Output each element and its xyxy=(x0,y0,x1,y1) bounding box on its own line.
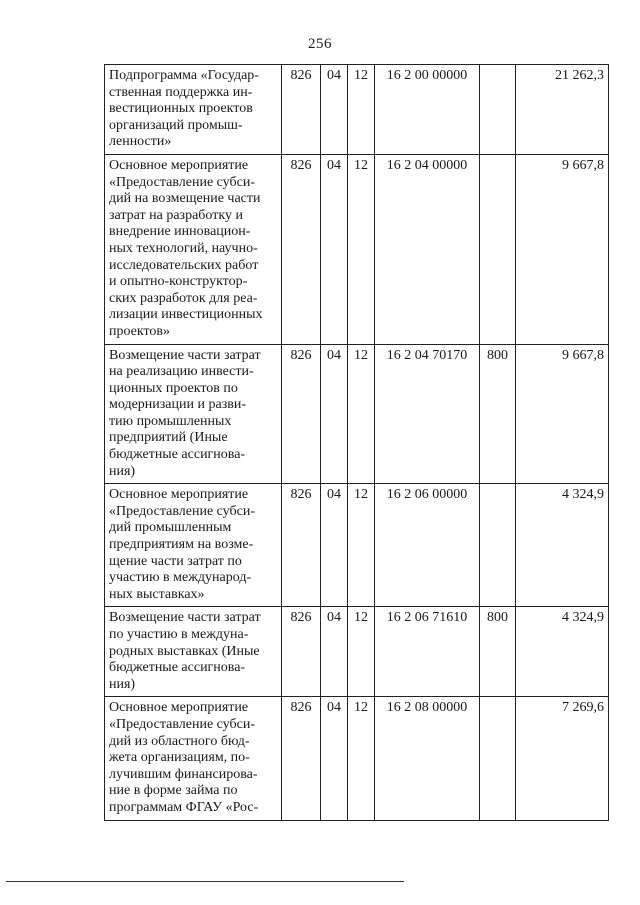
row-name-line: участию в международ- xyxy=(109,570,252,586)
row-name-line: дий из областного бюд- xyxy=(109,733,250,749)
table-row xyxy=(105,344,609,484)
amount-cell: 9 667,8 xyxy=(516,154,609,344)
row-name-cell xyxy=(105,65,282,155)
row-name-line: Основное мероприятие xyxy=(109,157,249,173)
row-name-line: «Предоставление субси- xyxy=(109,716,255,732)
amount-cell: 9 667,8 xyxy=(516,344,609,484)
row-name-line: ние в форме займа по xyxy=(109,783,238,799)
grbs-cell: 826 xyxy=(282,484,321,607)
podrazdel-cell: 12 xyxy=(348,154,375,344)
table-row xyxy=(105,484,609,607)
row-name-line: по участию в междуна- xyxy=(109,627,249,642)
podrazdel-cell: 12 xyxy=(348,484,375,607)
row-name-line: Возмещение части затрат xyxy=(109,610,261,626)
row-name-line: программам ФГАУ «Рос- xyxy=(109,799,259,815)
row-name-line: Основное мероприятие xyxy=(109,700,249,716)
row-name-line: Основное мероприятие xyxy=(109,487,249,503)
row-name-line: вестиционных проектов xyxy=(109,101,253,117)
razdel-cell: 04 xyxy=(321,607,348,697)
row-name-line: предприятиям на возме- xyxy=(109,537,254,553)
target-article-cell: 16 2 04 70170 xyxy=(375,344,480,484)
grbs-cell: 826 xyxy=(282,65,321,155)
expense-type-cell xyxy=(480,65,516,155)
row-name-line: «Предоставление субси- xyxy=(109,503,255,519)
row-name-line: родных выставках (Иные xyxy=(109,643,260,659)
page-number: 256 xyxy=(308,36,332,52)
row-name-line: ских разработок для реа- xyxy=(109,290,258,306)
footer-divider xyxy=(6,881,404,882)
row-name-line: тию промышленных xyxy=(109,413,232,429)
expense-type-cell xyxy=(480,484,516,607)
row-name-line: ленности» xyxy=(109,134,172,150)
target-article-cell: 16 2 08 00000 xyxy=(375,697,480,820)
row-name-cell xyxy=(105,607,282,697)
grbs-cell: 826 xyxy=(282,607,321,697)
row-name-line: ных технологий, научно- xyxy=(109,240,258,256)
row-name-line: щение части затрат по xyxy=(109,553,242,569)
row-name-line: затрат на разработку и xyxy=(109,207,243,223)
row-name-line: дий промышленным xyxy=(109,520,232,536)
row-name-line: на реализацию инвести- xyxy=(109,364,254,380)
razdel-cell: 04 xyxy=(321,484,348,607)
target-article-cell: 16 2 06 00000 xyxy=(375,484,480,607)
row-name-line: организаций промыш- xyxy=(109,117,243,133)
row-name-cell xyxy=(105,154,282,344)
row-name-line: жета организациям, по- xyxy=(109,750,250,766)
row-name-line: ния) xyxy=(109,463,136,479)
expense-type-cell xyxy=(480,697,516,820)
row-name-line: дий на возмещение части xyxy=(109,191,261,207)
row-name-line: исследовательских работ xyxy=(109,257,259,273)
row-name-line: предприятий (Иные xyxy=(109,430,228,446)
budget-table-body xyxy=(105,65,609,821)
row-name-line: лизации инвестиционных xyxy=(109,307,263,323)
row-name-line: проектов» xyxy=(109,323,171,339)
row-name-line: и опытно-конструктор- xyxy=(109,274,248,290)
amount-cell: 4 324,9 xyxy=(516,484,609,607)
grbs-cell: 826 xyxy=(282,344,321,484)
row-name-cell xyxy=(105,697,282,820)
row-name-line: ния) xyxy=(109,676,136,692)
podrazdel-cell: 12 xyxy=(348,697,375,820)
target-article-cell: 16 2 00 00000 xyxy=(375,65,480,155)
expense-type-cell xyxy=(480,154,516,344)
expense-type-cell: 800 xyxy=(480,607,516,697)
amount-cell: 4 324,9 xyxy=(516,607,609,697)
podrazdel-cell: 12 xyxy=(348,344,375,484)
row-name-cell xyxy=(105,484,282,607)
grbs-cell: 826 xyxy=(282,154,321,344)
podrazdel-cell: 12 xyxy=(348,607,375,697)
row-name-line: «Предоставление субси- xyxy=(109,174,255,190)
amount-cell: 7 269,6 xyxy=(516,697,609,820)
target-article-cell: 16 2 04 00000 xyxy=(375,154,480,344)
row-name-cell xyxy=(105,344,282,484)
budget-table xyxy=(104,64,609,821)
razdel-cell: 04 xyxy=(321,65,348,155)
row-name-line: ных выставках» xyxy=(109,586,205,602)
table-row xyxy=(105,65,609,155)
expense-type-cell: 800 xyxy=(480,344,516,484)
razdel-cell: 04 xyxy=(321,344,348,484)
row-name-line: бюджетные ассигнова- xyxy=(109,447,246,463)
row-name-line: Подпрограмма «Государ- xyxy=(109,68,259,83)
row-name-line: Возмещение части затрат xyxy=(109,347,261,363)
table-row xyxy=(105,607,609,697)
row-name-line: ственная поддержка ин- xyxy=(109,84,253,100)
row-name-line: бюджетные ассигнова- xyxy=(109,660,246,676)
row-name-line: внедрение инновацион- xyxy=(109,224,251,240)
table-row xyxy=(105,697,609,820)
amount-cell: 21 262,3 xyxy=(516,65,609,155)
row-name-line: модернизации и разви- xyxy=(109,397,246,413)
row-name-line: ционных проектов по xyxy=(109,380,238,396)
razdel-cell: 04 xyxy=(321,154,348,344)
podrazdel-cell: 12 xyxy=(348,65,375,155)
razdel-cell: 04 xyxy=(321,697,348,820)
row-name-line: лучившим финансирова- xyxy=(109,766,258,782)
grbs-cell: 826 xyxy=(282,697,321,820)
table-row xyxy=(105,154,609,344)
target-article-cell: 16 2 06 71610 xyxy=(375,607,480,697)
